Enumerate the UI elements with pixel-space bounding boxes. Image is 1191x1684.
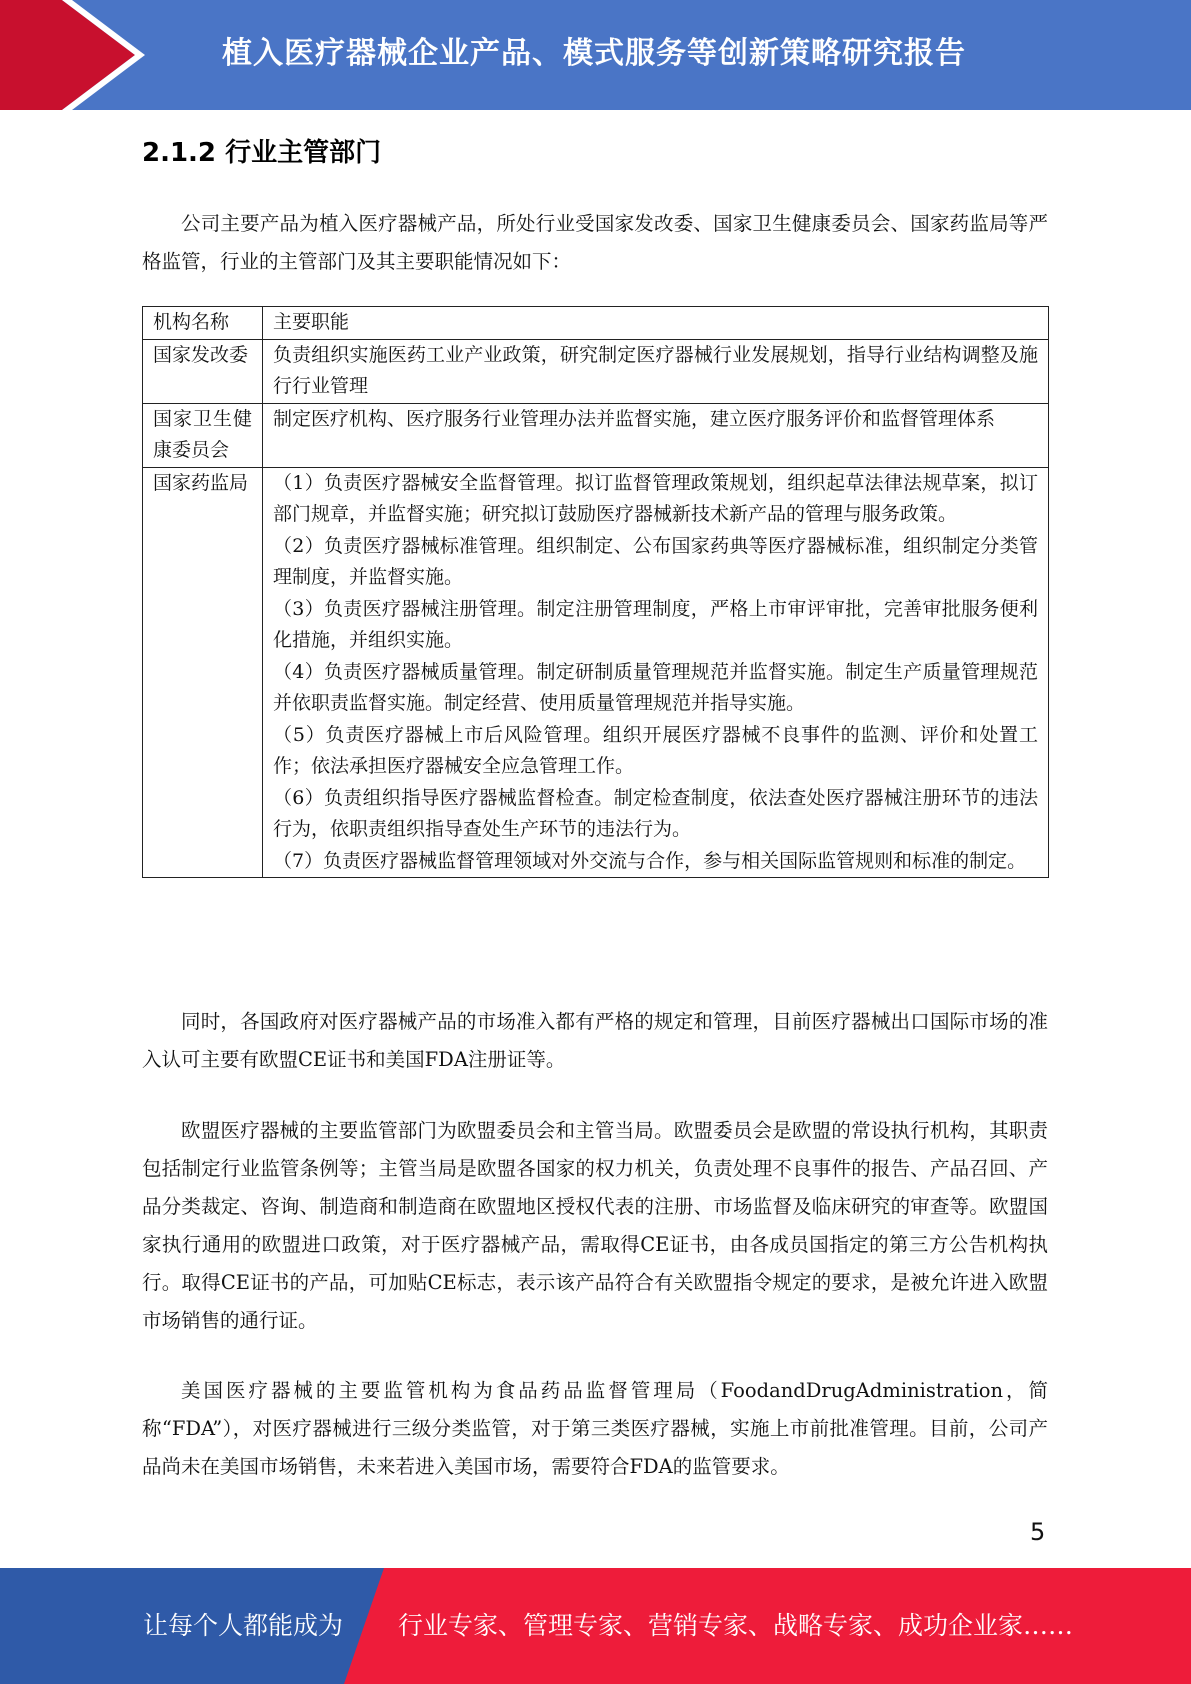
intro-paragraph: 公司主要产品为植入医疗器械产品，所处行业受国家发改委、国家卫生健康委员会、国家药监局等严格监管，行业的主管部门及其主要职能情况如下： <box>142 212 1048 273</box>
table-row <box>143 339 1049 403</box>
table-cell-org: 国家卫生健康委员会 <box>143 403 263 467</box>
duty-item: 负责组织实施医药工业产业政策，研究制定医疗器械行业发展规划，指导行业结构调整及施行行业管理 <box>273 343 1038 397</box>
duty-item: （4）负责医疗器械质量管理。制定研制质量管理规范并监督实施。制定生产质量管理规范并依职责监督实施。制定经营、使用质量管理规范并指导实施。 <box>273 660 1038 714</box>
table-header-org: 机构名称 <box>143 307 263 340</box>
duty-item: （3）负责医疗器械注册管理。制定注册管理制度，严格上市审评审批，完善审批服务便利化措施，并组织实施。 <box>273 597 1038 651</box>
table-cell-org: 国家发改委 <box>143 339 263 403</box>
duty-item: （7）负责医疗器械监督管理领域对外交流与合作，参与相关国际监管规则和标准的制定。 <box>273 849 1027 872</box>
table-cell-duties <box>263 403 1049 467</box>
authority-table <box>142 306 1049 878</box>
footer-slogan-left: 让每个人都能成为 <box>143 1611 344 1640</box>
duty-item: （2）负责医疗器械标准管理。组织制定、公布国家药典等医疗器械标准，组织制定分类管理制度，并监督实施。 <box>273 534 1038 588</box>
footer-slogan-right: 行业专家、管理专家、营销专家、战略专家、成功企业家…… <box>398 1611 1074 1640</box>
duty-item: 制定医疗机构、医疗服务行业管理办法并监督实施，建立医疗服务评价和监督管理体系 <box>273 407 996 430</box>
section-heading: 2.1.2 行业主管部门 <box>142 138 382 168</box>
body-paragraph: 同时，各国政府对医疗器械产品的市场准入都有严格的规定和管理，目前医疗器械出口国际市场的准入认可主要有欧盟CE证书和美国FDA注册证等。 <box>142 1010 1048 1071</box>
table-header-row <box>143 307 1049 340</box>
table-row <box>143 403 1049 467</box>
table-cell-duties <box>263 339 1049 403</box>
body-paragraph: 欧盟医疗器械的主要监管部门为欧盟委员会和主管当局。欧盟委员会是欧盟的常设执行机构，其职责包括制定行业监管条例等；主管当局是欧盟各国家的权力机关，负责处理不良事件的报告、产品召回、产品分类裁定、咨询、制造商和制造商在欧盟地区授权代表的注册、市场监督及临床研究的审查等。欧盟国家执行通用的欧盟进口政策，对于医疗器械产品，需取得CE证书，由各成员国指定的第三方公告机构执行。取得CE证书的产品，可加贴CE标志，表示该产品符合有关欧盟指令规定的要求，是被允许进入欧盟市场销售的通行证。 <box>142 1119 1048 1332</box>
duty-item: （1）负责医疗器械安全监督管理。拟订监督管理政策规划，组织起草法律法规草案，拟订部门规章，并监督实施；研究拟订鼓励医疗器械新技术新产品的管理与服务政策。 <box>273 471 1038 525</box>
duty-item: （6）负责组织指导医疗器械监督检查。制定检查制度，依法查处医疗器械注册环节的违法行为，依职责组织指导查处生产环节的违法行为。 <box>273 786 1038 840</box>
table-cell-duties <box>263 467 1049 878</box>
table-cell-org: 国家药监局 <box>143 467 263 878</box>
body-paragraph: 美国医疗器械的主要监管机构为食品药品监督管理局（FoodandDrugAdministration，简称“FDA”），对医疗器械进行三级分类监管，对于第三类医疗器械，实施上市前批准管理。目前，公司产品尚未在美国市场销售，未来若进入美国市场，需要符合FDA的监管要求。 <box>142 1379 1048 1478</box>
header-arrow-decoration <box>0 0 150 110</box>
header-banner <box>0 0 1191 110</box>
footer-banner <box>0 1568 1191 1684</box>
duty-item: （5）负责医疗器械上市后风险管理。组织开展医疗器械不良事件的监测、评价和处置工作；依法承担医疗器械安全应急管理工作。 <box>273 723 1038 777</box>
table-header-duties: 主要职能 <box>263 307 1049 340</box>
report-title: 植入医疗器械企业产品、模式服务等创新策略研究报告 <box>222 36 966 71</box>
page-number: 5 <box>1030 1518 1046 1546</box>
table-row <box>143 467 1049 878</box>
